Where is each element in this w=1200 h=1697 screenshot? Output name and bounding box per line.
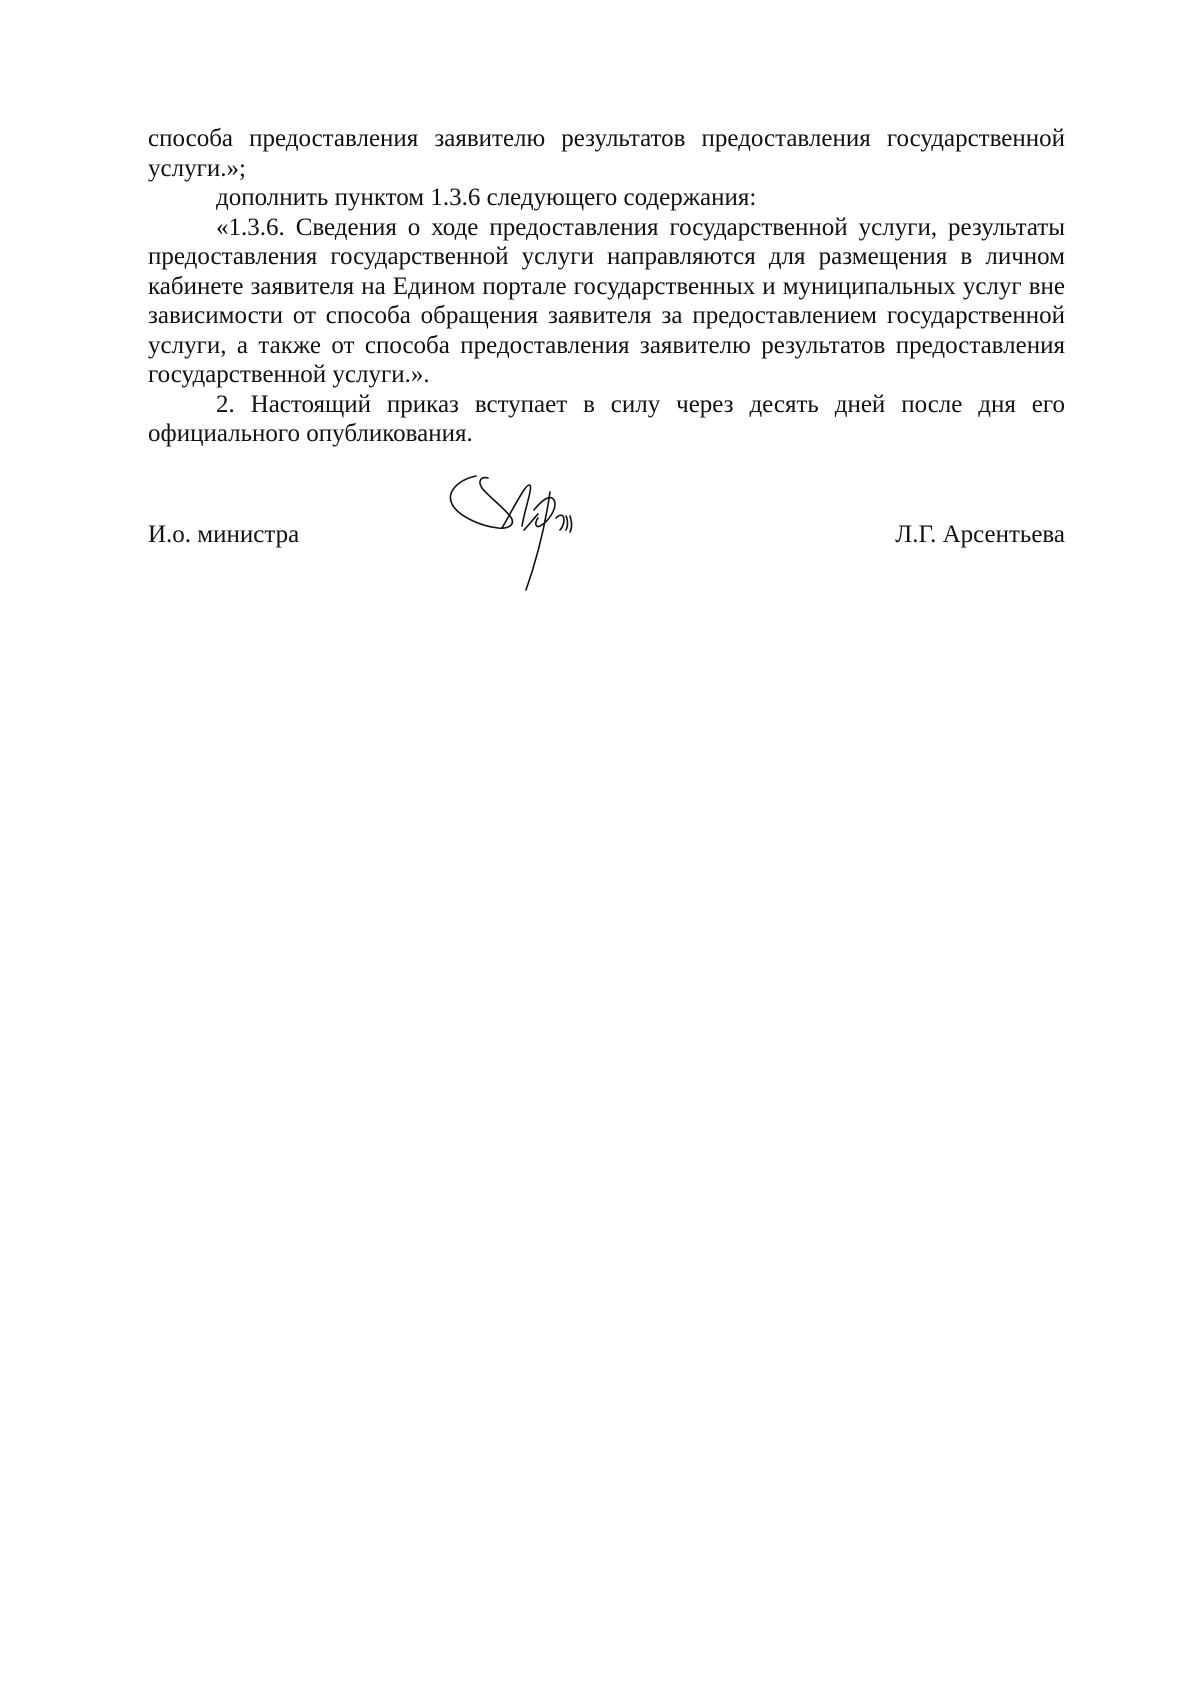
signatory-name: Л.Г. Арсентьева	[895, 521, 1065, 548]
handwritten-signature	[438, 470, 598, 610]
paragraph-continuation: способа предоставления заявителю результатов предоставления государственной услуги.»;	[148, 125, 1065, 182]
paragraph-amendment-intro: дополнить пунктом 1.3.6 следующего содержания:	[216, 184, 757, 211]
signature-block	[148, 470, 1065, 610]
signatory-position: И.о. министра	[148, 521, 300, 548]
document-body	[148, 124, 1065, 449]
paragraph-effective-date: 2. Настоящий приказ вступает в силу через десять дней после дня его официального опубликования.	[148, 390, 1065, 447]
paragraph-clause-1-3-6: «1.3.6. Сведения о ходе предоставления государственной услуги, результаты предоставления государственной услуги направляются для размещения в личном кабинете заявителя на Едином портале государственных и муниципальных услуг вне зависимости от способа обращения заявителя за предоставлением государственной услуги, а также от способа предоставления заявителю результатов предоставления государственной услуги.».	[148, 213, 1065, 388]
